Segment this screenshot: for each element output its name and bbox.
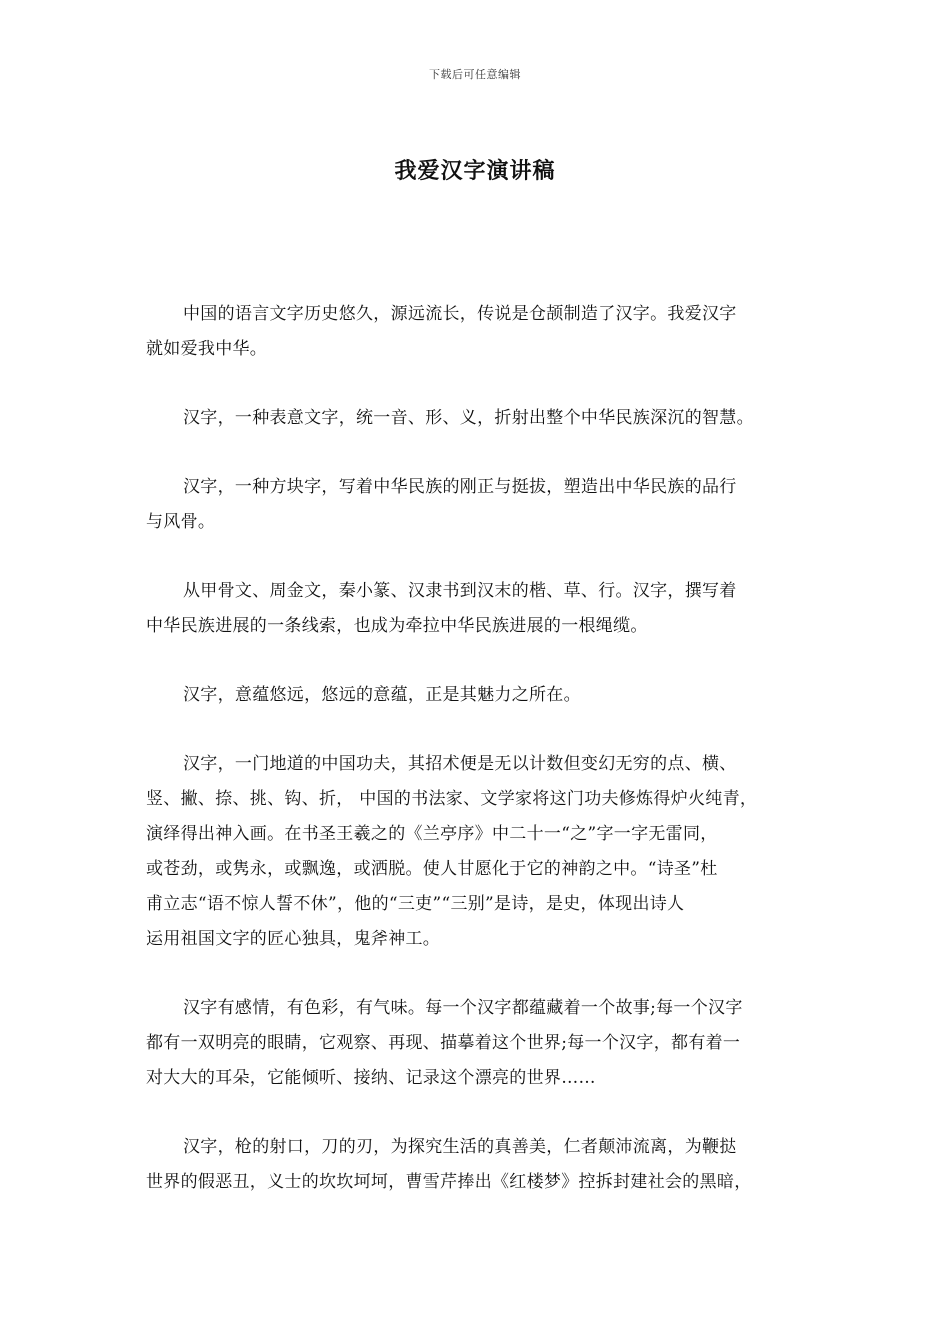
paragraph-line: 汉字，意蕴悠远，悠远的意蕴，正是其魅力之所在。 (183, 685, 581, 705)
paragraph (146, 1130, 814, 1200)
paragraph (146, 678, 814, 713)
paragraph-line: 世界的假恶丑，义士的坎坎坷坷，曹雪芹捧出《红楼梦》控拆封建社会的黑暗， (146, 1172, 752, 1192)
document-body (146, 297, 814, 1234)
page-header-note: 下载后可任意编辑 (429, 68, 521, 81)
paragraph (146, 297, 814, 367)
paragraph-line: 竖、撇、捺、挑、钩、折， 中国的书法家、文学家将这门功夫修炼得炉火纯青， (146, 789, 758, 809)
paragraph-line: 中华民族进展的一条线索，也成为牵拉中华民族进展的一根绳缆。 (146, 616, 648, 636)
paragraph-line: 对大大的耳朵，它能倾听、接纳、记录这个漂亮的世界…… (146, 1068, 596, 1088)
paragraph (146, 574, 814, 644)
paragraph-line: 与风骨。 (146, 512, 216, 532)
paragraph-line: 从甲骨文、周金文，秦小篆、汉隶书到汉末的楷、草、行。汉字，撰写着 (183, 581, 737, 601)
paragraph-line: 运用祖国文字的匠心独具，鬼斧神工。 (146, 929, 441, 949)
paragraph-line: 汉字，一种表意文字，统一音、形、义，折射出整个中华民族深沉的智慧。 (183, 408, 754, 428)
paragraph-line: 中国的语言文字历史悠久，源远流长，传说是仓颉制造了汉字。我爱汉字 (183, 304, 737, 324)
paragraph (146, 470, 814, 540)
paragraph (146, 747, 814, 957)
paragraph (146, 991, 814, 1096)
paragraph-line: 都有一双明亮的眼睛，它观察、再现、描摹着这个世界;每一个汉字，都有着一 (146, 1033, 741, 1053)
paragraph-line: 就如爱我中华。 (146, 339, 268, 359)
paragraph-line: 汉字，枪的射口，刀的刃，为探究生活的真善美，仁者颠沛流离，为鞭挞 (183, 1137, 737, 1157)
paragraph-line: 甫立志“语不惊人誓不休”，他的“三吏”“三别”是诗，是史，体现出诗人 (146, 894, 685, 914)
paragraph-line: 或苍劲，或隽永，或飘逸，或洒脱。使人甘愿化于它的神韵之中。“诗圣”杜 (146, 859, 718, 879)
paragraph-line: 汉字，一种方块字，写着中华民族的刚正与挺拔，塑造出中华民族的品行 (183, 477, 737, 497)
paragraph (146, 401, 814, 436)
paragraph-line: 汉字，一门地道的中国功夫，其招术便是无以计数但变幻无穷的点、横、 (183, 754, 737, 774)
document-title: 我爱汉字演讲稿 (394, 158, 556, 184)
paragraph-line: 汉字有感情，有色彩，有气味。每一个汉字都蕴藏着一个故事;每一个汉字 (183, 998, 743, 1018)
paragraph-line: 演绎得出神入画。在书圣王羲之的《兰亭序》中二十一“之”字一字无雷同， (146, 824, 718, 844)
